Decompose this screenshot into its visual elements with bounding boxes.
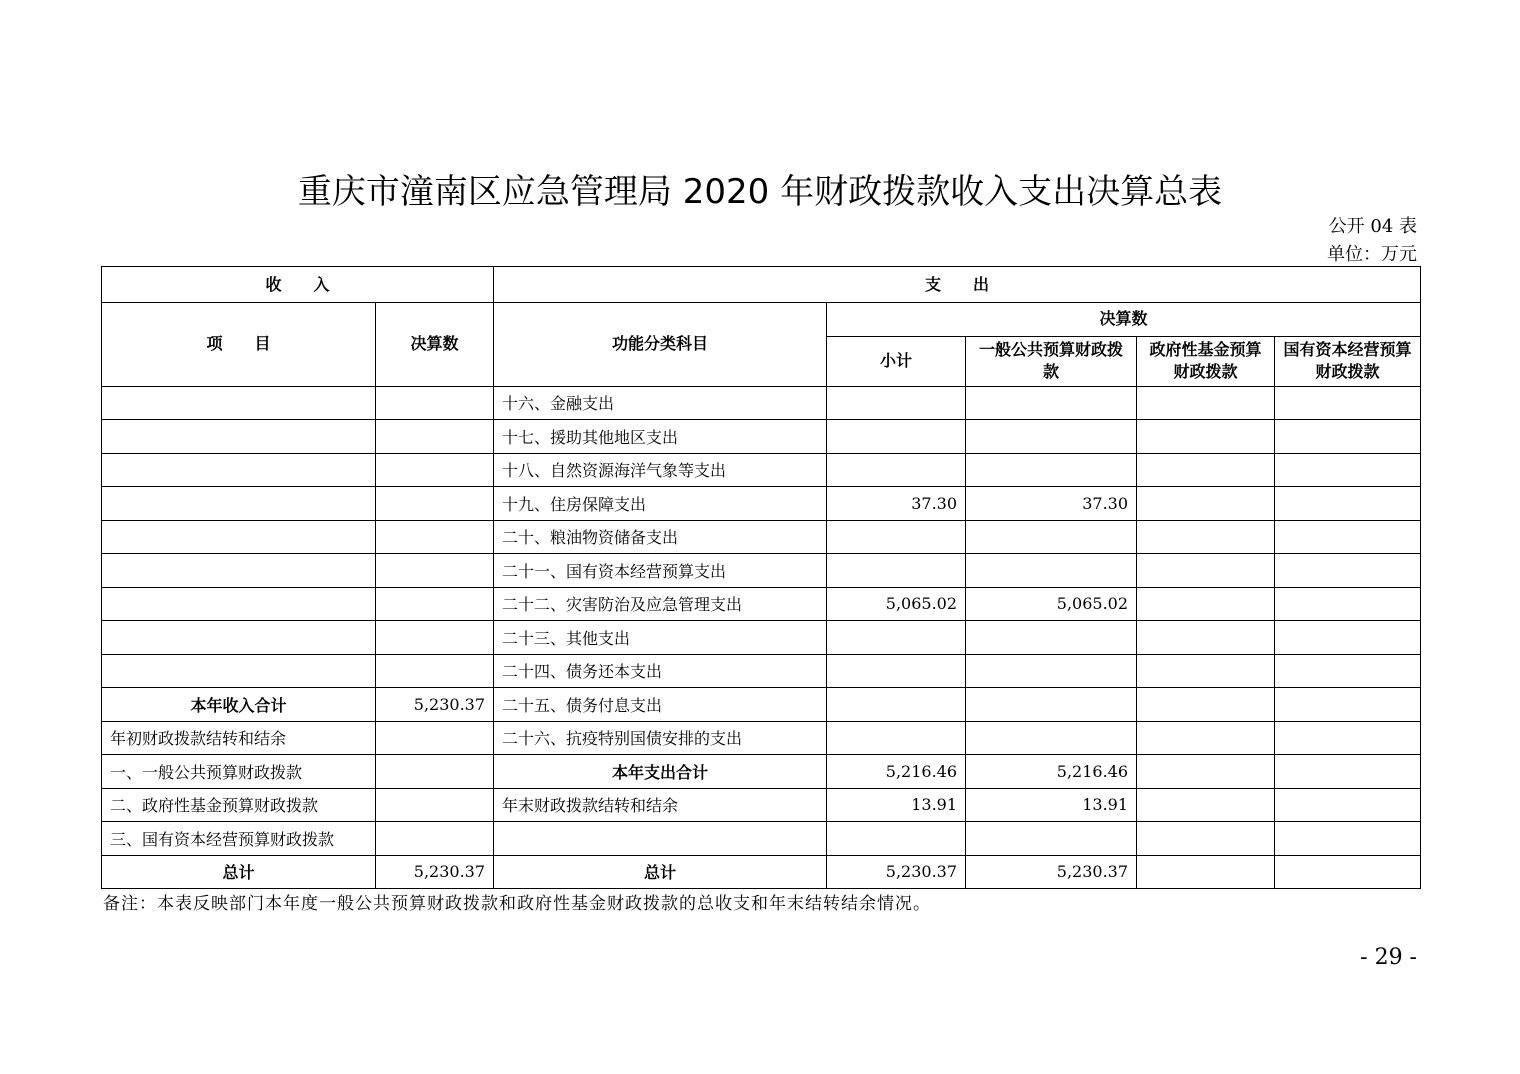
state-capital-cell [1275,855,1421,889]
expense-item-cell: 二十五、债务付息支出 [494,688,827,722]
expense-item-cell: 总计 [494,855,827,889]
subtotal-cell [827,386,966,420]
income-item-cell: 一、一般公共预算财政拨款 [102,755,376,789]
income-amount-cell [376,755,494,789]
state-capital-cell [1275,755,1421,789]
subtotal-cell [827,654,966,688]
income-amount-cell [376,520,494,554]
income-amount-cell [376,587,494,621]
subtotal-cell [827,621,966,655]
state-capital-cell [1275,654,1421,688]
general-budget-cell: 5,230.37 [966,855,1137,889]
income-item-cell: 三、国有资本经营预算财政拨款 [102,822,376,856]
subtotal-cell: 37.30 [827,487,966,521]
header-expense: 支 出 [494,267,1421,303]
table-row [102,654,1421,688]
page-number: - 29 - [1360,945,1417,970]
subtotal-cell [827,554,966,588]
state-capital-cell [1275,520,1421,554]
income-item-cell [102,587,376,621]
general-budget-cell [966,420,1137,454]
expense-item-cell: 二十三、其他支出 [494,621,827,655]
subtotal-cell [827,721,966,755]
general-budget-cell: 5,065.02 [966,587,1137,621]
income-amount-cell [376,721,494,755]
table-code: 公开 04 表 [1328,216,1417,237]
general-budget-cell [966,386,1137,420]
table-row [102,520,1421,554]
budget-table [101,266,1421,889]
general-budget-cell: 37.30 [966,487,1137,521]
income-amount-cell [376,654,494,688]
income-item-cell [102,420,376,454]
gov-fund-cell [1137,386,1275,420]
gov-fund-cell [1137,621,1275,655]
income-item-cell: 总计 [102,855,376,889]
gov-fund-cell [1137,487,1275,521]
expense-item-cell: 十八、自然资源海洋气象等支出 [494,453,827,487]
subtotal-cell: 5,216.46 [827,755,966,789]
income-amount-cell [376,420,494,454]
table-row [102,453,1421,487]
state-capital-cell [1275,487,1421,521]
expense-item-cell: 十六、金融支出 [494,386,827,420]
expense-item-cell: 年末财政拨款结转和结余 [494,788,827,822]
gov-fund-cell [1137,654,1275,688]
header-income-amount: 决算数 [376,303,494,387]
state-capital-cell [1275,788,1421,822]
income-amount-cell: 5,230.37 [376,855,494,889]
table-row [102,587,1421,621]
income-amount-cell [376,487,494,521]
expense-item-cell: 本年支出合计 [494,755,827,789]
state-capital-cell [1275,554,1421,588]
subtotal-cell: 13.91 [827,788,966,822]
subtotal-cell: 5,230.37 [827,855,966,889]
income-item-cell [102,621,376,655]
gov-fund-cell [1137,554,1275,588]
gov-fund-cell [1137,755,1275,789]
header-expense-amount: 决算数 [827,303,1421,337]
state-capital-cell [1275,587,1421,621]
general-budget-cell [966,621,1137,655]
general-budget-cell [966,688,1137,722]
income-item-cell: 本年收入合计 [102,688,376,722]
table-row [102,386,1421,420]
income-item-cell: 二、政府性基金预算财政拨款 [102,788,376,822]
state-capital-cell [1275,386,1421,420]
gov-fund-cell [1137,822,1275,856]
state-capital-cell [1275,420,1421,454]
gov-fund-cell [1137,453,1275,487]
table-row [102,420,1421,454]
gov-fund-cell [1137,855,1275,889]
header-general-budget: 一般公共预算财政拨款 [966,336,1137,386]
state-capital-cell [1275,721,1421,755]
income-amount-cell [376,453,494,487]
income-item-cell: 年初财政拨款结转和结余 [102,721,376,755]
footnote: 备注：本表反映部门本年度一般公共预算财政拨款和政府性基金财政拨款的总收支和年末结转结余情况。 [103,894,931,914]
unit-label: 单位：万元 [1327,244,1417,265]
table-row [102,755,1421,789]
income-item-cell [102,386,376,420]
gov-fund-cell [1137,520,1275,554]
general-budget-cell [966,654,1137,688]
gov-fund-cell [1137,721,1275,755]
state-capital-cell [1275,453,1421,487]
header-subtotal: 小计 [827,336,966,386]
income-item-cell [102,554,376,588]
state-capital-cell [1275,822,1421,856]
table-row [102,822,1421,856]
state-capital-cell [1275,688,1421,722]
expense-item-cell: 十九、住房保障支出 [494,487,827,521]
income-amount-cell [376,621,494,655]
subtotal-cell [827,453,966,487]
income-amount-cell [376,554,494,588]
income-amount-cell [376,822,494,856]
general-budget-cell [966,520,1137,554]
gov-fund-cell [1137,688,1275,722]
general-budget-cell [966,721,1137,755]
subtotal-cell: 5,065.02 [827,587,966,621]
table-row [102,721,1421,755]
subtotal-cell [827,688,966,722]
general-budget-cell [966,822,1137,856]
income-amount-cell [376,386,494,420]
gov-fund-cell [1137,788,1275,822]
income-item-cell [102,453,376,487]
gov-fund-cell [1137,420,1275,454]
subtotal-cell [827,420,966,454]
general-budget-cell: 13.91 [966,788,1137,822]
income-amount-cell [376,788,494,822]
subtotal-cell [827,822,966,856]
expense-item-cell: 二十、粮油物资储备支出 [494,520,827,554]
expense-item-cell: 二十一、国有资本经营预算支出 [494,554,827,588]
expense-item-cell: 十七、援助其他地区支出 [494,420,827,454]
income-item-cell [102,487,376,521]
table-body [102,386,1421,889]
table-row [102,554,1421,588]
table-row [102,688,1421,722]
subtotal-cell [827,520,966,554]
document-title: 重庆市潼南区应急管理局 2020 年财政拨款收入支出决算总表 [297,172,1223,212]
income-item-cell [102,654,376,688]
header-state-capital: 国有资本经营预算财政拨款 [1275,336,1421,386]
general-budget-cell [966,554,1137,588]
table-row [102,621,1421,655]
general-budget-cell [966,453,1137,487]
expense-item-cell: 二十二、灾害防治及应急管理支出 [494,587,827,621]
table-row [102,855,1421,889]
header-item: 项 目 [102,303,376,387]
expense-item-cell [494,822,827,856]
header-gov-fund: 政府性基金预算财政拨款 [1137,336,1275,386]
table-row [102,487,1421,521]
income-item-cell [102,520,376,554]
table-row [102,788,1421,822]
expense-item-cell: 二十六、抗疫特别国债安排的支出 [494,721,827,755]
gov-fund-cell [1137,587,1275,621]
expense-item-cell: 二十四、债务还本支出 [494,654,827,688]
general-budget-cell: 5,216.46 [966,755,1137,789]
income-amount-cell: 5,230.37 [376,688,494,722]
state-capital-cell [1275,621,1421,655]
header-function-class: 功能分类科目 [494,303,827,387]
header-income: 收 入 [102,267,494,303]
